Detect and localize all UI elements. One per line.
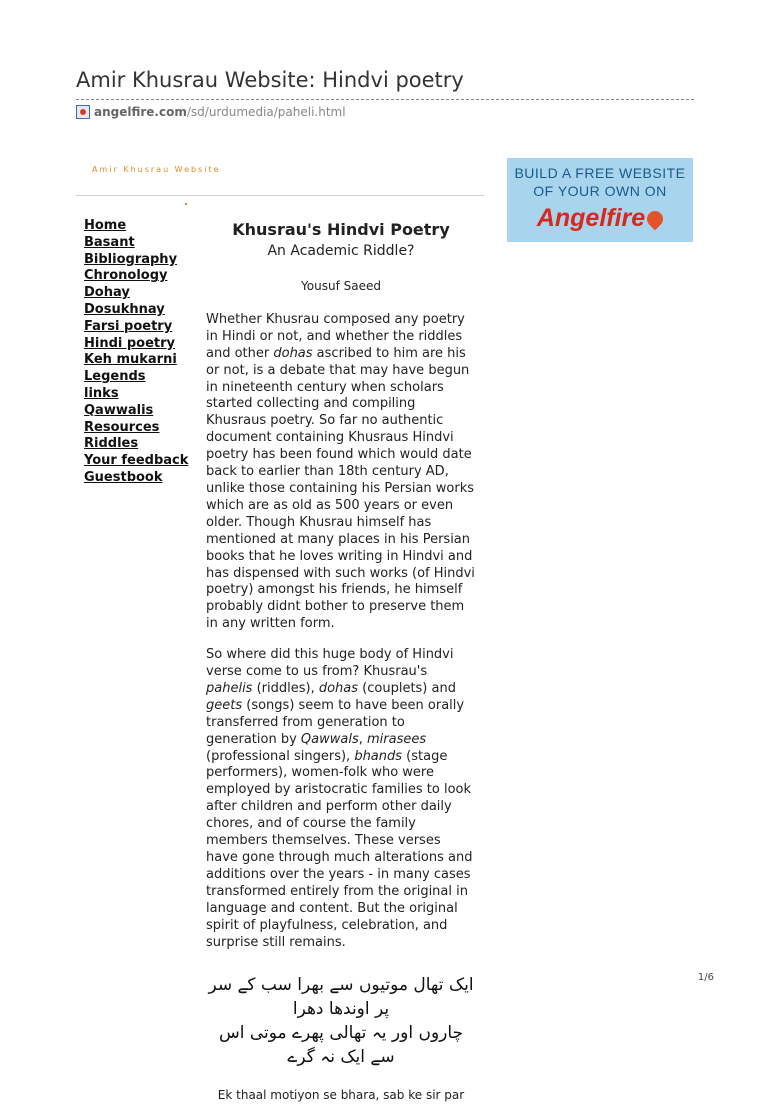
- paragraph-1: Whether Khusrau composed any poetry in Hindi or not, and whether the riddles and other dohas ascribed to him are his or not, is a debate that may have begun in nineteenth century when scholars started collecting and compiling Khusraus poetry. So far no authentic document containing Khusraus Hindvi poetry has been found which would date back to earlier than 18th century AD, unlike those containing his Persian works which are as old as 500 years or even older. Though Khusrau himself has mentioned at many places in his Persian books that he loves writing in Hindvi and has dispensed with such works (of Hindvi poetry) amongst his friends, he himself probably didnt bother to preserve them in any written form.: [206, 311, 475, 632]
- flame-icon: [644, 207, 667, 230]
- page-title: Amir Khusrau Website: Hindvi poetry: [76, 68, 464, 92]
- nav-link-bibliography[interactable]: Bibliography: [84, 251, 178, 267]
- urdu-line-2: چاروں اور یہ تھالی پھرے موتی اس سے ایک نہ گرے: [218, 1023, 464, 1068]
- nav-link-your-feedback[interactable]: Your feedback: [84, 453, 189, 469]
- source-link[interactable]: [76, 105, 346, 119]
- sidebar-nav: [84, 218, 194, 487]
- angelfire-favicon-icon: [76, 105, 90, 119]
- paragraph-2: So where did this huge body of Hindvi verse come to us from? Khusrau's pahelis (riddles), dohas (couplets) and geets (songs) seem to have been orally transferred from generation to generation by Qawwals, mirasees (professional singers), bhands (stage performers), women-folk who were employed by aristocratic families to look after children and perform other daily chores, and of course the family members themselves. These verses have gone through much alterations and additions over the years - in many cases transformed entirely from the original in language and content. But the original spirit of playfulness, celebration, and surprise still remains.: [206, 647, 473, 950]
- decorative-dot: [185, 203, 187, 205]
- ad-brand: [537, 204, 663, 233]
- ad-line-2: OF YOUR OWN ON: [533, 183, 667, 199]
- urdu-riddle-verse: [206, 973, 476, 1069]
- source-path: /sd/urdumedia/paheli.html: [186, 105, 346, 119]
- nav-link-legends[interactable]: Legends: [84, 369, 146, 385]
- title-divider: [76, 99, 694, 100]
- page-number: 1/6: [697, 972, 714, 983]
- nav-link-hindi-poetry[interactable]: Hindi poetry: [84, 335, 176, 351]
- nav-link-basant[interactable]: Basant: [84, 234, 135, 250]
- nav-link-farsi-poetry[interactable]: Farsi poetry: [84, 318, 173, 334]
- nav-link-chronology[interactable]: Chronology: [84, 268, 168, 284]
- nav-link-dosukhnay[interactable]: Dosukhnay: [84, 301, 165, 317]
- ad-line-1: BUILD A FREE WEBSITE: [514, 165, 686, 181]
- transliterated-verse: Ek thaal motiyon se bhara, sab ke sir par: [217, 1088, 465, 1103]
- article-content: [206, 220, 476, 1104]
- article-author: Yousuf Saeed: [301, 279, 381, 293]
- nav-link-home[interactable]: Home: [84, 218, 127, 233]
- header-divider: [76, 195, 484, 196]
- nav-link-links[interactable]: links: [84, 385, 119, 401]
- nav-link-riddles[interactable]: Riddles: [84, 436, 139, 452]
- ad-brand-label: Angelfire: [536, 204, 646, 232]
- urdu-line-1: ایک تھال موتیوں سے بھرا سب کے سر پر اوندھا دھرا: [208, 975, 474, 1020]
- nav-link-resources[interactable]: Resources: [84, 419, 160, 435]
- source-domain: angelfire.com: [94, 105, 187, 119]
- nav-link-keh-mukarni[interactable]: Keh mukarni: [84, 352, 177, 368]
- site-name[interactable]: Amir Khusrau Website: [92, 165, 221, 174]
- nav-link-dohay[interactable]: Dohay: [84, 285, 130, 301]
- nav-link-qawwalis[interactable]: Qawwalis: [84, 402, 154, 418]
- article-title: Khusrau's Hindvi Poetry: [232, 220, 450, 239]
- article-subtitle: An Academic Riddle?: [267, 243, 415, 259]
- angelfire-ad-banner[interactable]: [507, 158, 693, 242]
- nav-link-guestbook[interactable]: Guestbook: [84, 469, 163, 485]
